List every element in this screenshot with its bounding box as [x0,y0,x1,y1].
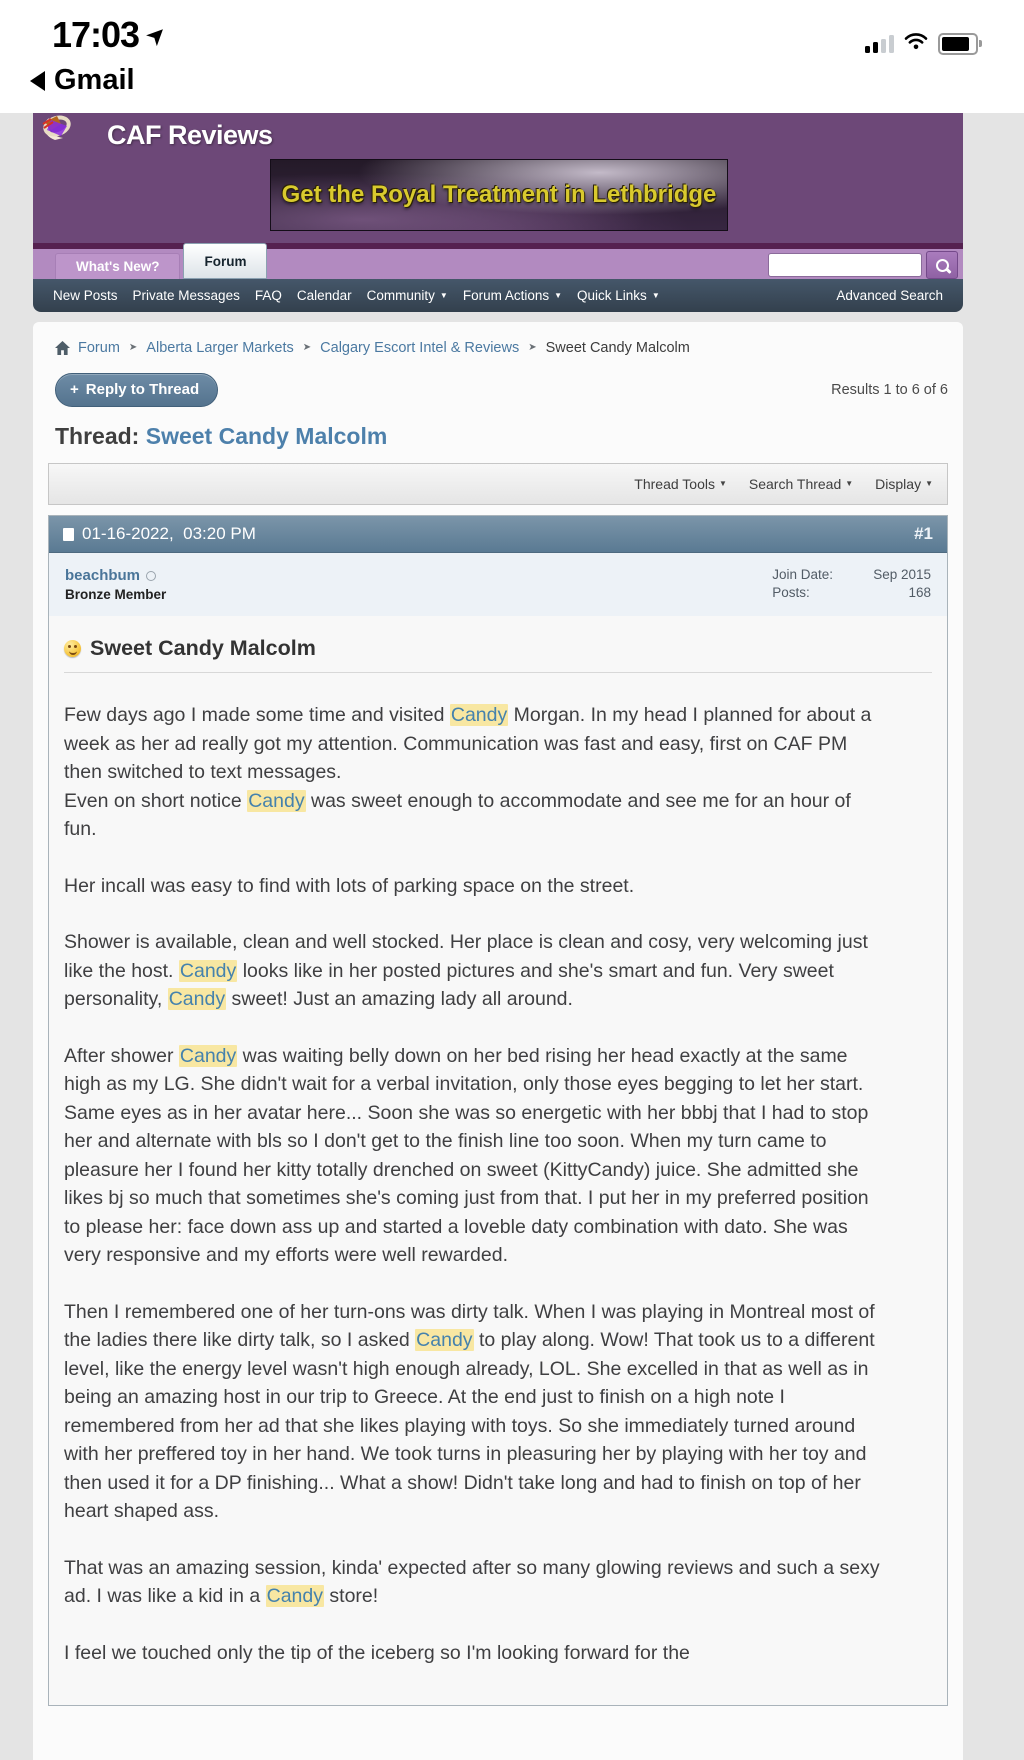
nav-link-new-posts[interactable]: New Posts [53,288,118,303]
tab-forum[interactable]: Forum [183,243,267,279]
wifi-icon [904,32,928,55]
location-services-icon: ➤ [140,18,174,53]
site-logo[interactable] [33,113,963,151]
back-to-app[interactable] [0,56,1024,97]
post-text [64,701,886,1667]
search-highlight: Candy [416,1329,473,1351]
cellular-signal-icon [865,35,894,53]
nav-link-private-messages[interactable]: Private Messages [132,288,240,303]
battery-icon [938,33,978,55]
breadcrumb-link[interactable]: Alberta Larger Markets [146,340,294,356]
author-username[interactable]: beachbum [65,567,141,584]
join-date-label: Join Date: [772,567,833,582]
tab-what-s-new-[interactable]: What's New? [55,253,180,279]
chevron-down-icon: ▼ [718,479,727,488]
nav-link-calendar[interactable]: Calendar [296,288,352,303]
breadcrumb-separator-icon: ➤ [528,342,537,353]
search-icon [936,259,949,272]
search-highlight: Candy [168,988,226,1010]
nav-link-quick-links[interactable]: Quick Links ▼ [577,288,660,303]
post-paragraph: Her incall was easy to find with lots of parking space on the street. [64,874,635,897]
author-rank: Bronze Member [65,587,167,602]
search-highlight: Candy [450,704,508,726]
post-number[interactable]: #1 [914,524,933,543]
breadcrumb-separator-icon: ➤ [302,342,312,353]
post-user-bar [49,553,947,616]
thread-prefix: Thread: [55,423,140,449]
post-header-bar [49,516,947,553]
search-button[interactable] [926,251,958,279]
back-arrow-icon [30,71,45,91]
search-highlight: Candy [266,1585,323,1607]
advanced-search-link[interactable]: Advanced Search [836,288,943,303]
nav-link-forum-actions[interactable]: Forum Actions ▼ [462,288,563,303]
post-doc-icon [63,528,74,541]
reply-to-thread-button[interactable] [55,373,218,407]
site-title: CAF Reviews [107,120,273,150]
back-app-label: Gmail [54,64,135,96]
tool-thread-tools[interactable]: Thread Tools ▼ [634,476,727,492]
search-highlight: Candy [179,1044,237,1067]
main-content [33,322,963,1760]
status-time: 17:03 [52,14,140,55]
chevron-down-icon: ▼ [439,290,448,300]
thread-title: Sweet Candy Malcolm [145,423,388,449]
nav-links [53,288,660,303]
post-paragraph: I feel we touched only the tip of the iceberg so I'm looking forward for the [64,1641,690,1664]
post-paragraph: Few days ago I made some time and visited Candy Morgan. In my head I planned for about a week as her ad really got my attention. Communication was fast and easy, first on CAF PM then switched to text messages. Even on short notice Candy was sweet enough to accommodate and see me for an hour of fun. [64,704,872,840]
forum-page [33,113,963,1760]
breadcrumb-items [78,340,537,356]
thread-toolbar [48,463,948,505]
posts-label: Posts: [772,585,810,600]
post-body [49,616,947,1705]
reply-button-label: Reply to Thread [85,381,200,398]
chevron-down-icon: ▼ [845,479,854,488]
post-paragraph: That was an amazing session, kinda' expected after so many glowing reviews and such a sexy ad. I was like a kid in a Candy store! [64,1556,880,1607]
nav-link-faq[interactable]: FAQ [254,288,282,303]
posts-value: 168 [908,585,931,600]
chevron-down-icon: ▼ [554,290,563,300]
search-highlight: Candy [179,959,237,982]
tool-display[interactable]: Display ▼ [875,476,933,492]
post-paragraph: Then I remembered one of her turn-ons was dirty talk. When I was playing in Montreal most of the ladies there like dirty talk, so I asked Candy to play along. Wow! That took us to a different level, like the energy level wasn't high enough already, LOL. She excelled in that as well as in being an amazing host in our trip to Greece. At the end just to finish on a high note I remembered from her ad that she likes playing with toys. So she immediately turned around with her preffered toy in her hand. We took turns in pleasuring her by playing with her toy and then used it for a DP finishing... What a show! Didn't take long and had to finish on top of her heart shaped ass. [64,1300,875,1522]
search-highlight: Candy [248,789,305,812]
thread-heading [48,423,948,450]
site-header [33,113,963,243]
results-count: Results 1 to 6 of 6 [831,382,948,398]
chevron-down-icon: ▼ [651,290,660,300]
breadcrumb [48,340,948,356]
banner-ad[interactable] [270,159,728,231]
post-title: Sweet Candy Malcolm [90,636,316,660]
post-date: 01-16-2022, 03:20 PM [82,524,256,543]
home-icon[interactable] [55,341,70,355]
smiley-icon [64,640,81,657]
author-stats [772,565,931,602]
breadcrumb-link[interactable]: Forum [78,340,120,356]
online-status-icon [146,571,156,581]
plus-icon: + [70,381,79,398]
breadcrumb-separator-icon: ➤ [128,342,138,353]
post [48,515,948,1706]
tool-search-thread[interactable]: Search Thread ▼ [748,476,854,492]
search-input[interactable] [768,253,922,277]
mask-logo-icon [41,113,103,151]
ios-status-area [0,0,1024,113]
breadcrumb-link[interactable]: Calgary Escort Intel & Reviews [320,340,520,356]
tab-bar [33,249,963,279]
breadcrumb-current: Sweet Candy Malcolm [545,340,690,356]
chevron-down-icon: ▼ [925,479,933,488]
join-date-value: Sep 2015 [873,567,931,582]
nav-link-community[interactable]: Community ▼ [366,288,448,303]
quick-search [768,251,958,279]
banner-ad-text: Get the Royal Treatment in Lethbridge [281,181,717,208]
post-paragraph: Shower is available, clean and well stocked. Her place is clean and cosy, very welcoming just like the host. Candy looks like in her posted pictures and she's smart and fun. Very sweet personality, Candy sweet! Just an amazing lady all around. [64,931,868,1010]
nav-bar [33,279,963,312]
post-paragraph: After shower Candy was waiting belly down on her bed rising her head exactly at the same high as my LG. She didn't wait for a verbal invitation, only those eyes begging to let her start. Same eyes as in her avatar here... Soon she was so energetic with her bbbj that I had to stop her and alternate with bls so I don't get to the finish line too soon. When my turn came to pleasure her I found her kitty totally drenched on sweet (KittyCandy) juice. She admitted she likes bj so much that sometimes she's coming just from that. I put her in my preferred position to please her: face down ass up and started a loveble daty combination with dato. She was very responsive and my efforts were well rewarded. [64,1044,869,1266]
